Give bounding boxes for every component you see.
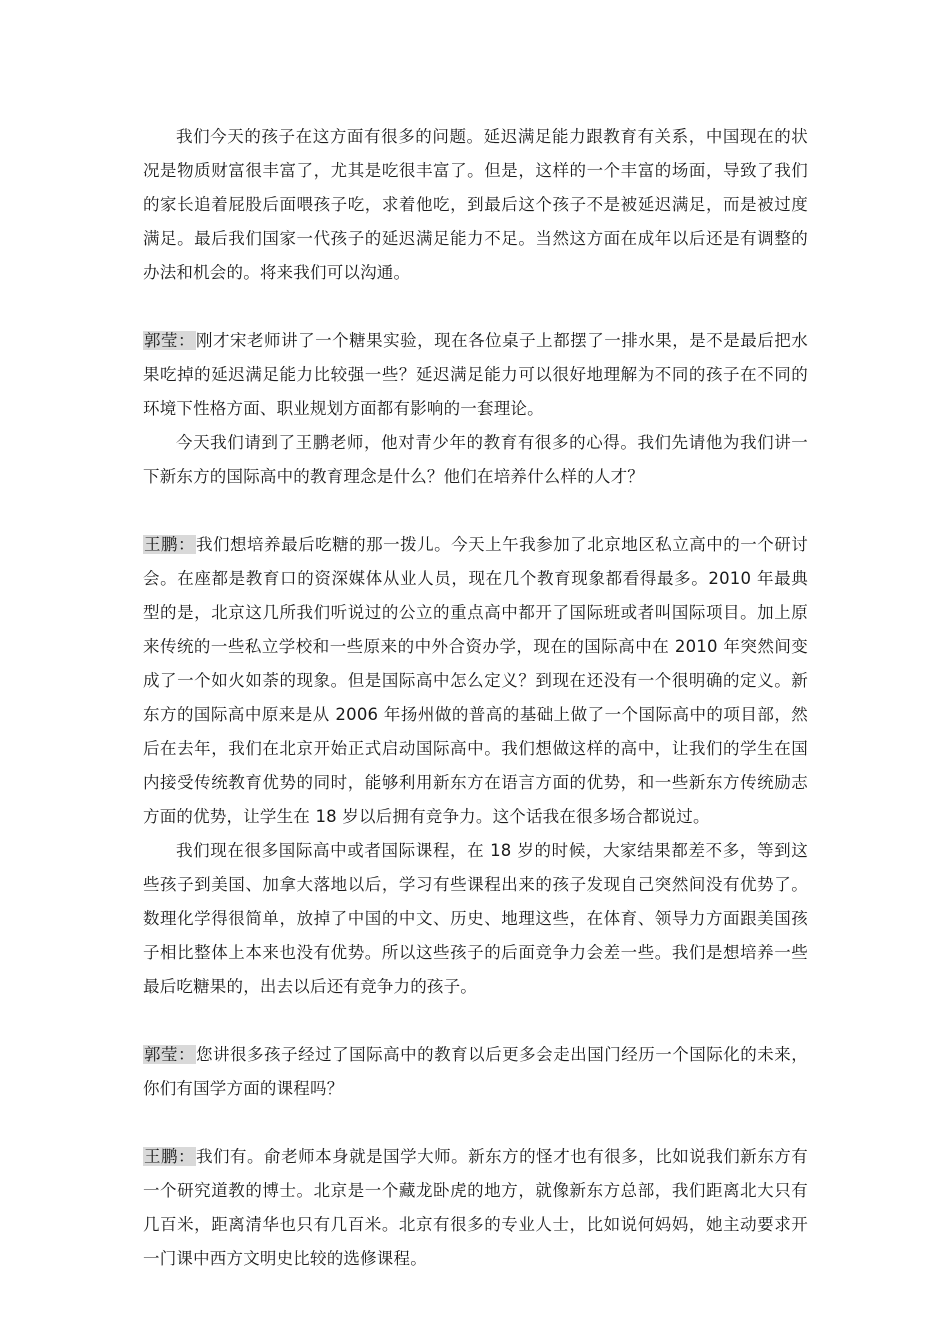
transcript-block [143, 1038, 808, 1106]
paragraph: 我们今天的孩子在这方面有很多的问题。延迟满足能力跟教育有关系，中国现在的状况是物质财富很丰富了，尤其是吃很丰富了。但是，这样的一个丰富的场面，导致了我们的家长追着屁股后面喂孩子吃，求着他吃，到最后这个孩子不是被延迟满足，而是被过度满足。最后我们国家一代孩子的延迟满足能力不足。当然这方面在成年以后还是有调整的办法和机会的。将来我们可以沟通。 [143, 127, 808, 282]
paragraph [143, 528, 808, 834]
paragraph-text: 您讲很多孩子经过了国际高中的教育以后更多会走出国门经历一个国际化的未来，你们有国学方面的课程吗？ [143, 1045, 808, 1098]
transcript-block [143, 1140, 808, 1276]
transcript-block [143, 120, 808, 290]
speaker-label: 王鹏： [144, 1147, 196, 1166]
paragraph [143, 1038, 808, 1106]
paragraph [143, 1140, 808, 1276]
paragraph [143, 324, 808, 426]
paragraph: 我们现在很多国际高中或者国际课程，在 18 岁的时候，大家结果都差不多，等到这些孩子到美国、加拿大落地以后，学习有些课程出来的孩子发现自己突然间没有优势了。数理化学得很简单，放掉了中国的中文、历史、地理这些，在体育、领导力方面跟美国孩子相比整体上本来也没有优势。所以这些孩子的后面竞争力会差一些。我们是想培养一些最后吃糖果的，出去以后还有竞争力的孩子。 [143, 841, 808, 996]
transcript-block [143, 324, 808, 494]
speaker-label: 郭莹： [144, 331, 196, 350]
document-page [143, 120, 808, 1310]
speaker-label: 王鹏： [144, 535, 196, 554]
paragraph: 今天我们请到了王鹏老师，他对青少年的教育有很多的心得。我们先请他为我们讲一下新东方的国际高中的教育理念是什么？他们在培养什么样的人才？ [143, 433, 808, 486]
transcript-block [143, 528, 808, 1004]
paragraph-text: 我们有。俞老师本身就是国学大师。新东方的怪才也有很多，比如说我们新东方有一个研究道教的博士。北京是一个藏龙卧虎的地方，就像新东方总部，我们距离北大只有几百米，距离清华也只有几百米。北京有很多的专业人士，比如说何妈妈，她主动要求开一门课中西方文明史比较的选修课程。 [143, 1147, 808, 1268]
speaker-label: 郭莹： [144, 1045, 196, 1064]
paragraph-text: 我们想培养最后吃糖的那一拨儿。今天上午我参加了北京地区私立高中的一个研讨会。在座都是教育口的资深媒体从业人员，现在几个教育现象都看得最多。2010 年最典型的是，北京这几所我们听说过的公立的重点高中都开了国际班或者叫国际项目。加上原来传统的一些私立学校和一些原来的中外合资办学，现在的国际高中在 2010 年突然间变成了一个如火如荼的现象。但是国际高中怎么定义？到现在还没有一个很明确的定义。新东方的国际高中原来是从 2006 年扬州做的普高的基础上做了一个国际高中的项目部，然后在去年，我们在北京开始正式启动国际高中。我们想做这样的高中，让我们的学生在国内接受传统教育优势的同时，能够利用新东方在语言方面的优势，和一些新东方传统励志方面的优势，让学生在 18 岁以后拥有竞争力。这个话我在很多场合都说过。 [143, 535, 808, 826]
paragraph-text: 刚才宋老师讲了一个糖果实验，现在各位桌子上都摆了一排水果，是不是最后把水果吃掉的延迟满足能力比较强一些？延迟满足能力可以很好地理解为不同的孩子在不同的环境下性格方面、职业规划方面都有影响的一套理论。 [143, 331, 808, 418]
